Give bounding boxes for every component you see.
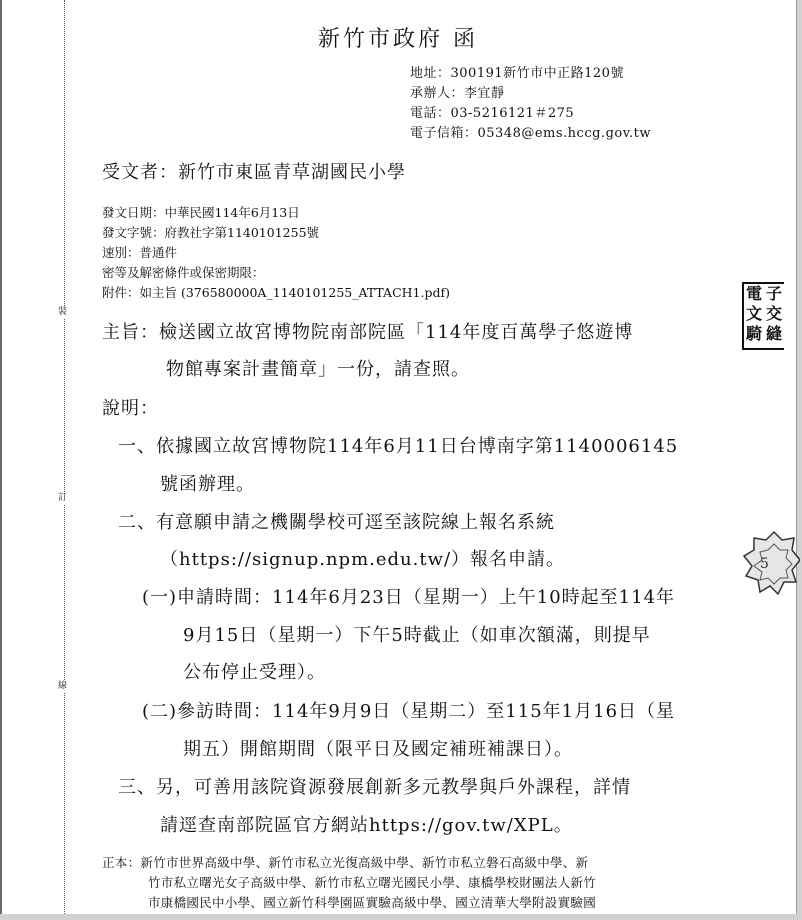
binding-mark-middle: 訂 [58,493,68,503]
stamp-char: 文 [746,304,763,323]
stamp-char: 子 [766,284,783,303]
contact-phone: 電話：03-5216121＃275 [410,106,575,121]
viewer-frame-left [0,0,2,920]
seal-page-number: 5 [760,556,769,572]
stamp-char: 交 [766,304,783,323]
binding-dotted-line [64,0,65,914]
secrecy-level: 密等及解密條件或保密期限： [102,265,265,280]
cc-recipients-line-3: 市康橋國民中小學、國立新竹科學園區實驗高級中學、國立清華大學附設實驗國 [148,895,597,910]
item-three-line-1: 三、另，可善用該院資源發展創新多元教學與戶外課程，詳情 [118,777,631,798]
item-two-line-1: 二、有意願申請之機關學校可逕至該院線上報名系統 [118,512,555,533]
attachment-link[interactable]: 附件：如主旨 (376580000A_1140101255_ATTACH1.pdf) [102,285,450,300]
viewer-frame-right [797,0,802,920]
document-title: 新竹市政府 函 [318,27,478,52]
subject-line-2: 物館專案計畫簡章」一份，請查照。 [166,359,470,380]
item-two-sub1-line-1: (一)申請時間：114年6月23日（星期一）上午10時起至114年 [142,587,676,608]
contact-handler: 承辦人：李宜靜 [410,86,505,101]
delivery-speed: 速別：普通件 [102,245,178,260]
cc-recipients-line-2: 竹市私立曙光女子高級中學、新竹市私立曙光國民小學、康橋學校財團法人新竹 [148,875,597,890]
item-one-line-2: 號函辦理。 [160,474,255,495]
contact-address: 地址：300191新竹市中正路120號 [410,66,624,81]
viewer-frame-bottom [0,914,802,920]
page-seal-icon [740,530,800,602]
item-two-sub1-line-2: 9月15日（星期一）下午5時截止（如車次額滿，則提早 [183,625,651,646]
contact-email: 電子信箱：05348@ems.hccg.gov.tw [410,126,652,141]
explanation-label: 說明： [102,398,159,419]
receiver: 受文者：新竹市東區青草湖國民小學 [102,162,406,183]
subject-line-1: 主旨：檢送國立故宮博物院南部院區「114年度百萬學子悠遊博 [102,322,634,343]
item-two-line-2: （https://signup.npm.edu.tw/）報名申請。 [160,549,566,570]
item-one-line-1: 一、依據國立故宮博物院114年6月11日台博南字第1140006145 [118,436,679,457]
stamp-char: 騎 [746,324,763,343]
document-number: 發文字號：府教社字第1140101255號 [102,225,320,240]
cc-recipients-line-1: 正本：新竹市世界高級中學、新竹市私立光復高級中學、新竹市私立磐石高級中學、新 [102,855,589,870]
item-three-line-2: 請逕查南部院區官方網站https://gov.tw/XPL。 [160,815,573,836]
item-two-sub1-line-3: 公布停止受理）。 [183,662,326,683]
binding-mark-bottom: 線 [58,681,68,691]
issue-date: 發文日期：中華民國114年6月13日 [102,205,300,220]
item-two-sub2-line-1: (二)參訪時間：114年9月9日（星期二）至115年1月16日（星 [142,701,676,722]
electronic-seam-stamp [742,282,784,350]
stamp-char: 電 [746,284,763,303]
stamp-char: 縫 [766,324,783,343]
binding-mark-top: 裝 [58,307,68,317]
item-two-sub2-line-2: 期五）開館期間（限平日及國定補班補課日）。 [183,739,573,760]
